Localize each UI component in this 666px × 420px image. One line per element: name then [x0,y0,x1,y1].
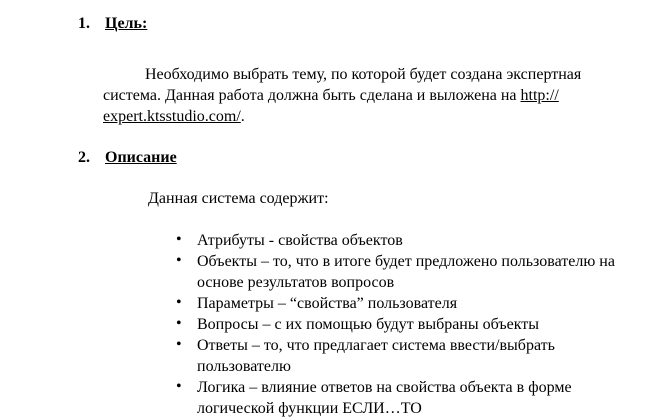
section-2-heading [78,147,177,168]
goal-paragraph [103,64,643,127]
link-host: expert.ktsstudio.com/ [103,108,241,125]
link-protocol: http:// [520,87,559,104]
goal-text: Необходимо выбрать тему, по которой будет создана экспертная система. Данная работа должна быть сделана и выложена на [103,66,582,104]
bullet-attributes: • Атрибуты - свойства объектов [197,230,652,251]
section-1-title: Цель: [105,15,148,32]
bullet-answers: • Ответы – то, что предлагает система ввести/выбрать пользователю [197,335,652,377]
description-list [197,230,652,419]
description-intro: Данная система содержит: [148,190,329,207]
section-2-title: Описание [105,149,177,166]
goal-text-period: . [240,108,245,125]
bullet-logic: • Логика – влияние ответов на свойства объекта в форме логической функции ЕСЛИ…ТО [197,377,652,419]
section-1-heading [78,13,147,34]
bullet-parameters: • Параметры – “свойства” пользователя [197,293,652,314]
section-2-number: 2. [78,149,90,166]
bullet-objects: • Объекты – то, что в итоге будет предложено пользователю на основе результатов вопросов [197,251,652,293]
section-1-number: 1. [78,15,90,32]
bullet-questions: • Вопросы – с их помощью будут выбраны объекты [197,314,652,335]
